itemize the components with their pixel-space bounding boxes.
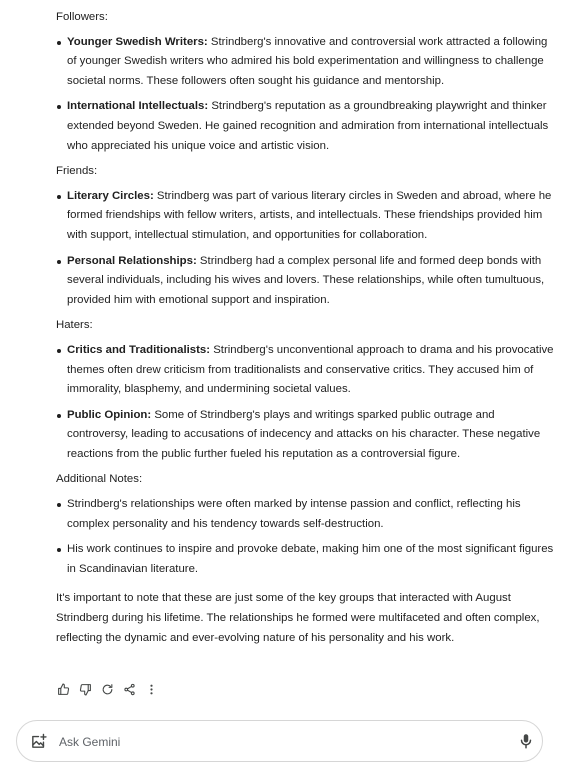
regenerate-button[interactable]: [100, 682, 114, 696]
thumbs-down-button[interactable]: [78, 682, 92, 696]
section-followers: [56, 8, 556, 156]
thumbs-down-icon: [79, 683, 92, 696]
section-heading: Additional Notes:: [56, 473, 143, 486]
list-item: [56, 252, 556, 311]
bullet-list: [56, 187, 556, 311]
thumbs-up-button[interactable]: [56, 682, 70, 696]
microphone-icon[interactable]: [517, 732, 535, 750]
more-vertical-icon: [145, 683, 158, 696]
thumbs-up-icon: [57, 683, 70, 696]
list-item-term: International Intellectuals:: [67, 100, 209, 113]
list-item: [56, 33, 556, 92]
list-item: [56, 495, 556, 534]
section-heading: Haters:: [56, 319, 93, 332]
share-button[interactable]: [122, 682, 136, 696]
list-item-term: Critics and Traditionalists:: [67, 343, 211, 356]
list-item: [56, 97, 556, 156]
list-item: [56, 406, 556, 465]
prompt-input[interactable]: [57, 730, 501, 754]
list-item-text: His work continues to inspire and provoke debate, making him one of the most significant figures in Scandinavian literature.: [67, 543, 554, 575]
list-item-term: Literary Circles:: [67, 189, 154, 202]
bullet-list: [56, 341, 556, 465]
list-item-text: Strindberg was part of various literary circles in Sweden and abroad, where he formed friendships with fellow writers, artists, and intellectuals. These friendships provided him with support, intellectual stimulation, and opportunities for collaboration.: [67, 189, 552, 241]
list-item: [56, 341, 556, 400]
add-image-icon[interactable]: [30, 733, 47, 750]
response-content: [56, 8, 556, 648]
list-item: [56, 187, 556, 246]
list-item-term: Personal Relationships:: [67, 254, 197, 267]
refresh-icon: [101, 683, 114, 696]
list-item-text: Strindberg's reputation as a groundbreaking playwright and thinker extended beyond Sweden. He gained recognition and admiration from international intellectuals who appreciated his unique voice and artistic vision.: [67, 100, 549, 152]
bullet-list: [56, 33, 556, 157]
list-item-text: Strindberg had a complex personal life and formed deep bonds with several individuals, including his wives and lovers. These relationships, while often tumultuous, provided him with emotional support and inspiration.: [67, 254, 545, 306]
list-item-text: Strindberg's relationships were often marked by intense passion and conflict, reflecting his complex personality and his tendency towards self-destruction.: [67, 498, 521, 530]
closing-paragraph: It's important to note that these are just some of the key groups that interacted with August Strindberg during his lifetime. The relationships he formed were multifaceted and often complex, reflecting the dynamic and ever-evolving nature of his personality and his work.: [56, 592, 540, 644]
share-icon: [123, 683, 136, 696]
list-item: [56, 540, 556, 579]
bullet-list: [56, 495, 556, 579]
section-heading: Friends:: [56, 165, 98, 178]
more-options-button[interactable]: [144, 682, 158, 696]
list-item-text: Strindberg's unconventional approach to drama and his provocative themes often drew criticism from traditionalists and conservative critics. They accused him of immorality, blasphemy, and undermining societal values.: [67, 343, 554, 396]
section-friends: [56, 162, 556, 310]
section-additional-notes: [56, 470, 556, 579]
list-item-term: Younger Swedish Writers:: [67, 35, 208, 48]
response-actions: [56, 681, 158, 697]
section-heading: Followers:: [56, 11, 108, 23]
section-haters: [56, 316, 556, 464]
list-item-text: Strindberg's innovative and controversial work attracted a following of younger Swedish writers who admired his bold experimentation and willingness to challenge societal norms. These followers often sought his guidance and mentorship.: [67, 35, 548, 87]
prompt-bar: [16, 720, 543, 762]
list-item-term: Public Opinion:: [67, 408, 152, 421]
list-item-text: Some of Strindberg's plays and writings sparked public outrage and controversy, leading to accusations of indecency and attacks on his character. These negative reactions from the public further fueled his reputation as a controversial figure.: [67, 408, 541, 460]
